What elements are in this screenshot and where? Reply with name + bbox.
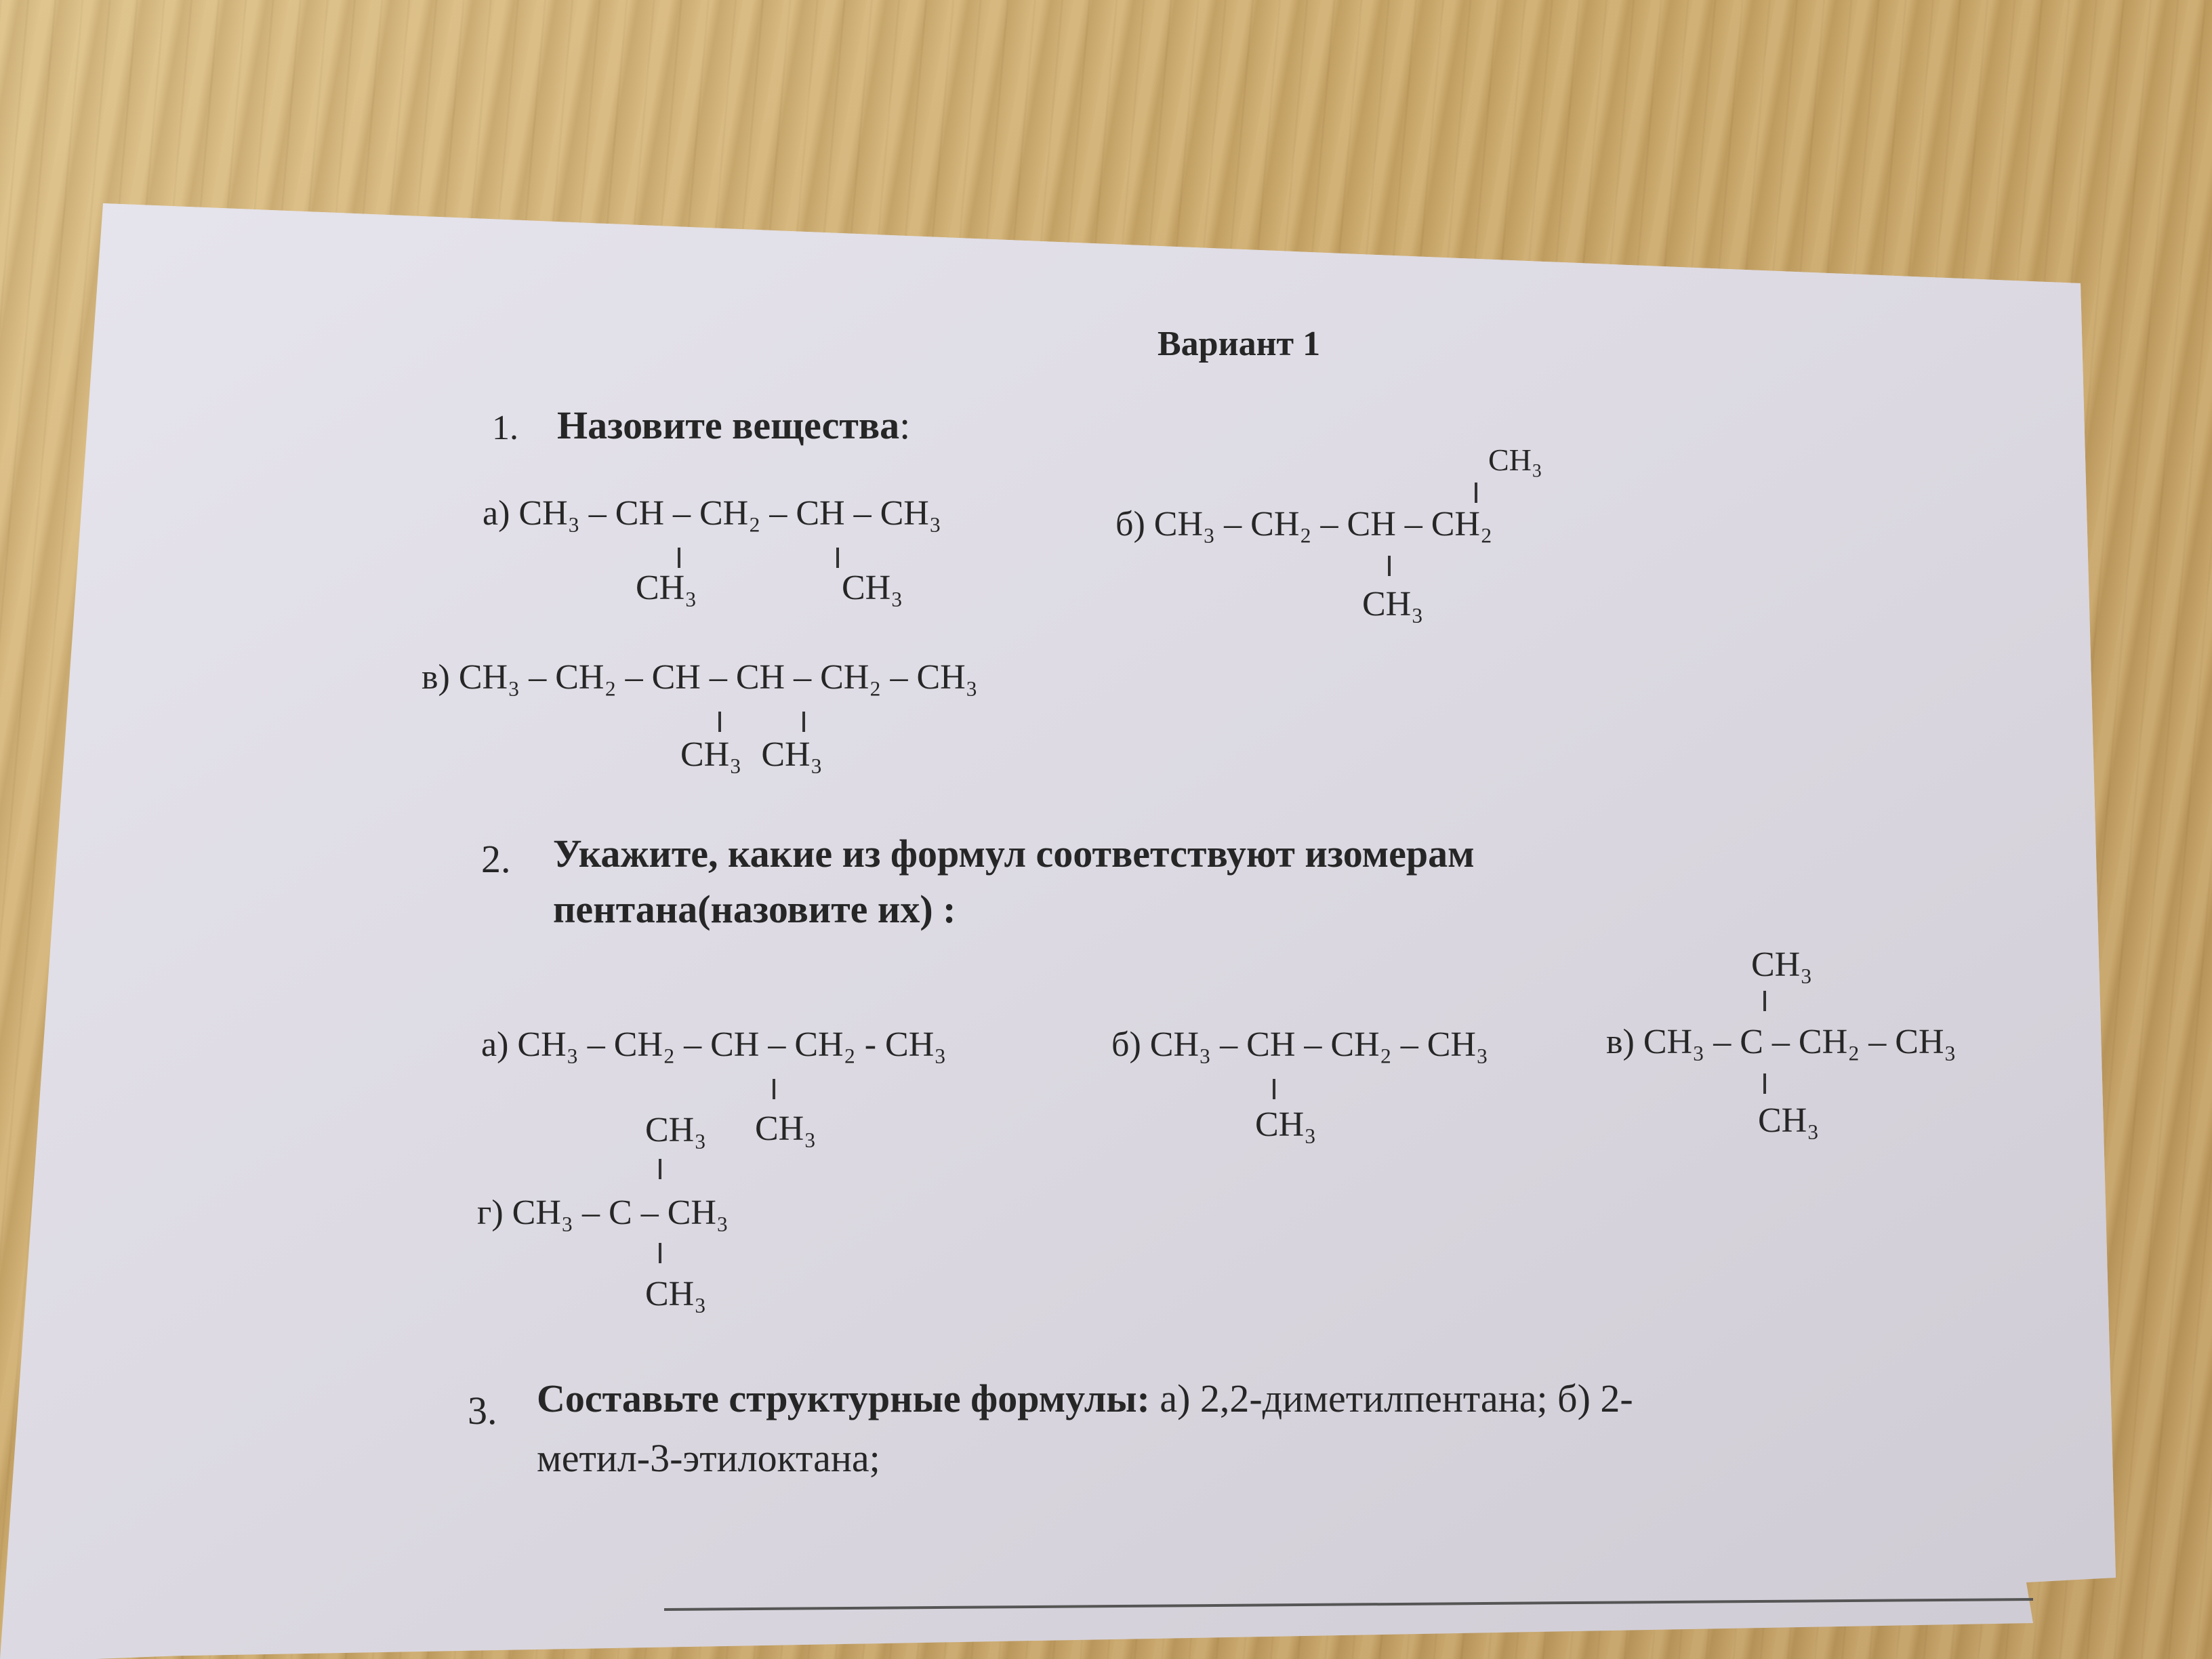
bond-line	[678, 548, 680, 568]
bond-line	[836, 548, 839, 568]
task1-b-formula: б) CH₃ – CH₂ – CH – CH₂	[1115, 505, 1493, 544]
task1-a-sub2: CH₃	[842, 569, 903, 607]
task1-colon: :	[899, 403, 911, 447]
task3-number: 3.	[468, 1389, 497, 1433]
bond-line	[1763, 1073, 1766, 1094]
bond-line	[1273, 1079, 1275, 1099]
task1-v-subs: CH₃ CH₃	[680, 735, 823, 774]
task2-g-sub: CH₃	[645, 1275, 707, 1313]
task2-v-sub: CH₃	[1758, 1101, 1820, 1140]
task3-line1	[537, 1376, 1633, 1421]
bond-line	[1388, 556, 1391, 576]
bond-line	[718, 712, 721, 732]
task1-v-formula: в) CH₃ – CH₂ – CH – CH – CH₂ – CH₃	[422, 658, 978, 697]
task2-a-sub: CH₃	[755, 1109, 817, 1148]
task1-a-sub1: CH₃	[636, 569, 697, 607]
task1-heading: Назовите вещества	[557, 403, 900, 447]
variant-title: Вариант 1	[1158, 325, 1321, 363]
task2-a-formula: а) CH₃ – CH₂ – CH – CH₂ - CH₃	[481, 1025, 947, 1064]
task1-b-top: CH₃	[1488, 443, 1542, 477]
bond-line	[773, 1079, 775, 1099]
bond-line	[659, 1243, 661, 1263]
task1-a-formula: а) CH₃ – CH – CH₂ – CH – CH₃	[483, 494, 941, 533]
bond-line	[1475, 483, 1477, 503]
bond-line	[1763, 991, 1766, 1011]
task1-heading-row	[557, 403, 910, 448]
task3-heading: Составьте структурные формулы:	[537, 1376, 1150, 1420]
task2-g-top: CH₃	[645, 1111, 707, 1149]
task3-text-line2: метил-3-этилоктана;	[537, 1436, 880, 1480]
task2-number: 2.	[481, 837, 511, 881]
task2-v-top: CH₃	[1751, 945, 1813, 984]
task2-b-sub: CH₃	[1255, 1105, 1317, 1144]
task2-b-formula: б) CH₃ – CH – CH₂ – CH₃	[1111, 1025, 1489, 1064]
task2-v-formula: в) CH₃ – C – CH₂ – CH₃	[1606, 1023, 1957, 1061]
task2-heading-line1: Укажите, какие из формул соответствуют изомерам	[553, 832, 1475, 876]
task2-g-formula: г) CH₃ – C – CH₃	[477, 1193, 729, 1232]
bond-line	[659, 1159, 661, 1179]
task3-text-line1: а) 2,2-диметилпентана; б) 2-	[1149, 1376, 1633, 1420]
task1-number: 1.	[492, 409, 518, 447]
task1-b-sub: CH₃	[1362, 585, 1424, 623]
bond-line	[802, 712, 805, 732]
task2-heading-line2: пентана(назовите их) :	[553, 887, 956, 931]
